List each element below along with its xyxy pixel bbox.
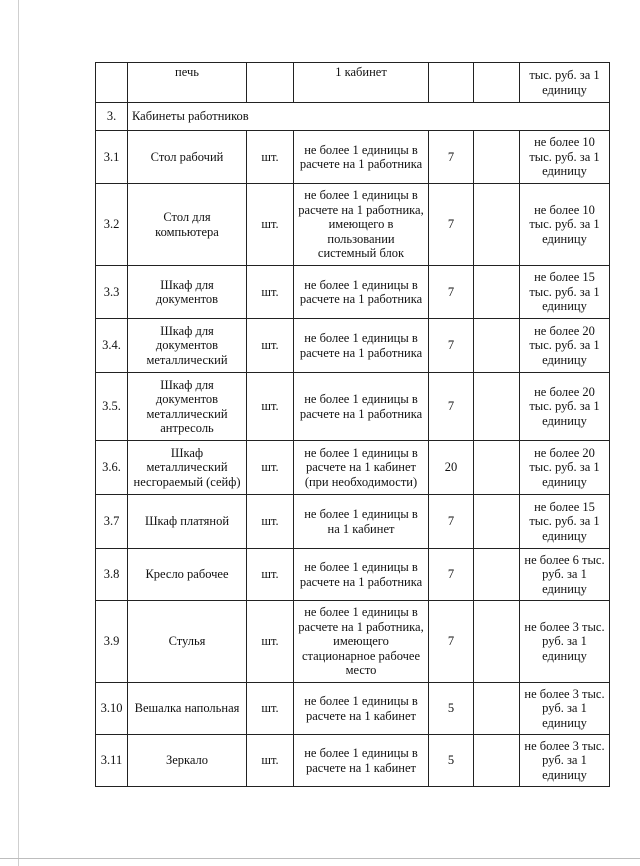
- cell-extra: [474, 184, 520, 266]
- section-row: [96, 103, 610, 131]
- cell-term: 7: [429, 495, 474, 549]
- cell-norm: не более 1 единицы в на 1 кабинет: [294, 495, 429, 549]
- table-row: [96, 441, 610, 495]
- cell-unit: шт.: [247, 184, 294, 266]
- cell-norm: 1 кабинет: [294, 63, 429, 103]
- cell-price: не более 3 тыс. руб. за 1 единицу: [520, 735, 610, 787]
- table-row: [96, 131, 610, 184]
- cell-name: Стол рабочий: [128, 131, 247, 184]
- cell-unit: шт.: [247, 131, 294, 184]
- cell-term: 5: [429, 735, 474, 787]
- section-number: 3.: [96, 103, 128, 131]
- cell-norm: не более 1 единицы в расчете на 1 работника: [294, 266, 429, 319]
- table-row: [96, 373, 610, 441]
- cell-extra: [474, 601, 520, 683]
- section-title: Кабинеты работников: [128, 103, 610, 131]
- table-row: [96, 549, 610, 601]
- cell-unit: [247, 63, 294, 103]
- cell-unit: шт.: [247, 373, 294, 441]
- cell-norm: не более 1 единицы в расчете на 1 кабинет (при необходимости): [294, 441, 429, 495]
- cell-name: Шкаф металлический несгораемый (сейф): [128, 441, 247, 495]
- cell-unit: шт.: [247, 601, 294, 683]
- cell-no: 3.9: [96, 601, 128, 683]
- cell-no: 3.6.: [96, 441, 128, 495]
- table-row-continued: [96, 63, 610, 103]
- cell-no: 3.5.: [96, 373, 128, 441]
- cell-price: не более 6 тыс. руб. за 1 единицу: [520, 549, 610, 601]
- cell-name: Зеркало: [128, 735, 247, 787]
- table-row: [96, 735, 610, 787]
- table-row: [96, 601, 610, 683]
- cell-name: Шкаф платяной: [128, 495, 247, 549]
- cell-extra: [474, 549, 520, 601]
- cell-name: Шкаф для документов металлический: [128, 319, 247, 373]
- cell-unit: шт.: [247, 495, 294, 549]
- cell-extra: [474, 441, 520, 495]
- cell-no: 3.2: [96, 184, 128, 266]
- table-row: [96, 683, 610, 735]
- cell-name: Стулья: [128, 601, 247, 683]
- cell-unit: шт.: [247, 319, 294, 373]
- cell-extra: [474, 495, 520, 549]
- cell-unit: шт.: [247, 549, 294, 601]
- table-row: [96, 495, 610, 549]
- cell-name: печь: [128, 63, 247, 103]
- cell-no: 3.7: [96, 495, 128, 549]
- cell-term: 5: [429, 683, 474, 735]
- cell-price: не более 3 тыс. руб. за 1 единицу: [520, 683, 610, 735]
- cell-term: 20: [429, 441, 474, 495]
- cell-no: [96, 63, 128, 103]
- cell-term: 7: [429, 601, 474, 683]
- cell-unit: шт.: [247, 683, 294, 735]
- cell-extra: [474, 373, 520, 441]
- cell-norm: не более 1 единицы в расчете на 1 работника, имеющего стационарное рабочее место: [294, 601, 429, 683]
- cell-norm: не более 1 единицы в расчете на 1 работника: [294, 319, 429, 373]
- cell-name: Шкаф для документов: [128, 266, 247, 319]
- cell-term: 7: [429, 373, 474, 441]
- cell-price: не более 10 тыс. руб. за 1 единицу: [520, 131, 610, 184]
- cell-name: Кресло рабочее: [128, 549, 247, 601]
- cell-no: 3.3: [96, 266, 128, 319]
- norms-table-body: [96, 63, 610, 787]
- cell-price: не более 20 тыс. руб. за 1 единицу: [520, 319, 610, 373]
- cell-name: Шкаф для документов металлический антресоль: [128, 373, 247, 441]
- cell-price: не более 15 тыс. руб. за 1 единицу: [520, 495, 610, 549]
- cell-norm: не более 1 единицы в расчете на 1 работника, имеющего в пользовании системный блок: [294, 184, 429, 266]
- cell-price: не более 20 тыс. руб. за 1 единицу: [520, 441, 610, 495]
- scan-edge-bottom: [0, 858, 640, 859]
- cell-norm: не более 1 единицы в расчете на 1 кабинет: [294, 735, 429, 787]
- cell-price: тыс. руб. за 1 единицу: [520, 63, 610, 103]
- cell-price: не более 15 тыс. руб. за 1 единицу: [520, 266, 610, 319]
- cell-price: не более 3 тыс. руб. за 1 единицу: [520, 601, 610, 683]
- cell-term: 7: [429, 184, 474, 266]
- cell-extra: [474, 683, 520, 735]
- norms-table: [95, 62, 610, 787]
- cell-norm: не более 1 единицы в расчете на 1 работника: [294, 549, 429, 601]
- cell-no: 3.11: [96, 735, 128, 787]
- cell-no: 3.4.: [96, 319, 128, 373]
- table-row: [96, 319, 610, 373]
- cell-name: Стол для компьютера: [128, 184, 247, 266]
- cell-price: не более 10 тыс. руб. за 1 единицу: [520, 184, 610, 266]
- cell-extra: [474, 63, 520, 103]
- cell-extra: [474, 266, 520, 319]
- cell-no: 3.8: [96, 549, 128, 601]
- table-row: [96, 184, 610, 266]
- cell-norm: не более 1 единицы в расчете на 1 работника: [294, 373, 429, 441]
- cell-norm: не более 1 единицы в расчете на 1 кабинет: [294, 683, 429, 735]
- cell-unit: шт.: [247, 735, 294, 787]
- cell-no: 3.10: [96, 683, 128, 735]
- cell-extra: [474, 319, 520, 373]
- cell-term: 7: [429, 319, 474, 373]
- cell-term: 7: [429, 266, 474, 319]
- cell-unit: шт.: [247, 441, 294, 495]
- cell-no: 3.1: [96, 131, 128, 184]
- scan-edge-left: [18, 0, 19, 866]
- cell-term: 7: [429, 131, 474, 184]
- cell-unit: шт.: [247, 266, 294, 319]
- cell-extra: [474, 735, 520, 787]
- cell-extra: [474, 131, 520, 184]
- cell-norm: не более 1 единицы в расчете на 1 работника: [294, 131, 429, 184]
- cell-term: 7: [429, 549, 474, 601]
- cell-name: Вешалка напольная: [128, 683, 247, 735]
- cell-price: не более 20 тыс. руб. за 1 единицу: [520, 373, 610, 441]
- cell-term: [429, 63, 474, 103]
- table-row: [96, 266, 610, 319]
